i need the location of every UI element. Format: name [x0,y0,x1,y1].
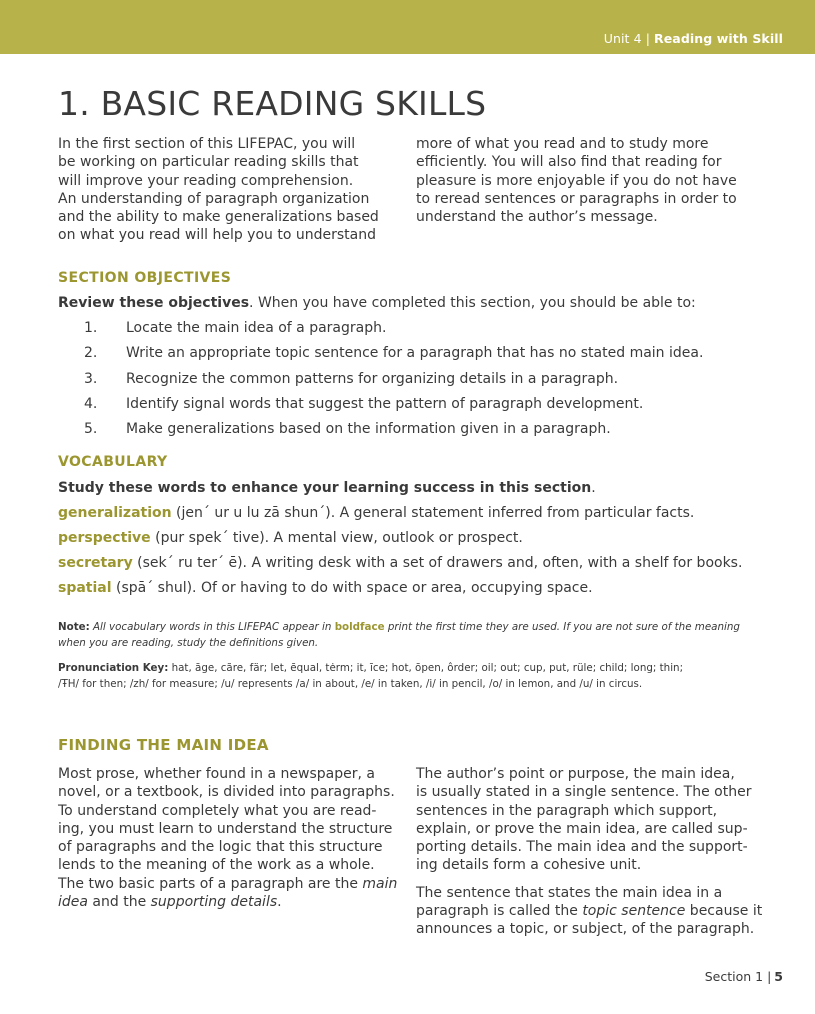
vocabulary-note [58,620,758,651]
page-number: 5 [774,969,783,984]
unit-title: Reading with Skill [654,31,783,46]
body-text: paragraph is called the [416,903,583,920]
body-italic: idea [58,894,88,911]
body-line: The author’s point or purpose, the main idea, [416,766,735,782]
vocab-word: perspective [58,530,151,546]
body-line: novel, or a textbook, is divided into paragraphs. [58,784,395,801]
body-line [416,902,761,920]
objective-number: 2. [84,345,98,362]
body-italic: main [362,875,398,892]
body-line: explain, or prove the main idea, are called sup- [416,820,748,837]
page-title: 1. BASIC READING SKILLS [58,84,487,123]
vocab-entry [58,530,523,546]
intro-line: and the ability to make generalizations based [58,209,379,226]
body-italic: topic sentence [582,903,686,920]
intro-line: In the first section of this LIFEPAC, you will [58,136,356,152]
body-line: To understand completely what you are read- [58,802,377,819]
body-line: ing, you must learn to understand the structure [58,820,393,837]
body-line: sentences in the paragraph which support, [416,802,718,819]
intro-line: efficiently. You will also find that reading for [416,154,722,171]
body-italic: supporting details [150,894,278,911]
intro-line: understand the author’s message. [416,209,658,226]
unit-label: Unit 4 [603,31,642,46]
objective-text: Identify signal words that suggest the pattern of paragraph development. [126,395,644,412]
body-line: porting details. The main idea and the support- [416,839,748,856]
note-text-before: All vocabulary words in this LIFEPAC appear in [89,621,335,633]
vocab-definition: (sek´ ru ter´ ē). A writing desk with a set of drawers and, often, with a shelf for books. [132,555,743,571]
vocabulary-heading: VOCABULARY [58,454,168,470]
body-line: ing details form a cohesive unit. [416,857,642,874]
vocab-entry [58,505,694,521]
note-text-after: print the first time they are used. If you are not sure of the meaning when you are reading, study the definitions given. [58,621,740,649]
intro-line: pleasure is more enjoyable if you do not have [416,172,737,189]
body-line [58,893,400,911]
objective-number: 5. [84,421,98,438]
body-line: lends to the meaning of the work as a whole. [58,857,375,874]
body-line: of paragraphs and the logic that this structure [58,839,383,856]
vocab-word: secretary [58,555,133,571]
intro-line: will improve your reading comprehension. [58,172,354,189]
pronunciation-label: Pronunciation Key: [58,662,169,674]
finding-main-idea-heading: FINDING THE MAIN IDEA [58,736,269,754]
note-label: Note: [58,621,90,633]
objective-text: Recognize the common patterns for organizing details in a paragraph. [126,370,619,387]
running-header [604,31,783,46]
pronunciation-line-1: hat, āge, cãre, fär; let, ēqual, tėrm; it, īce; hot, ōpen, ôrder; oil; out; cup, put, rüle; child; long; thin; [168,662,684,674]
pronunciation-line-2: /ŦH/ for then; /zh/ for measure; /u/ represents /a/ in about, /e/ in taken, /i/ in pencil, /o/ in lemon, and /u/ in circus. [58,677,643,690]
vocab-definition: (pur spek´ tive). A mental view, outlook or prospect. [150,530,523,546]
objective-number: 1. [84,320,98,336]
objective-text: Make generalizations based on the information given in a paragraph. [126,421,611,438]
body-text: and the [87,894,151,911]
intro-line: to reread sentences or paragraphs in order to [416,190,737,207]
vocab-entry [58,555,742,571]
paragraph-gap [416,875,761,884]
vocab-entry [58,580,593,596]
objective-number: 3. [84,370,98,387]
vocabulary-instruction-end: . [591,480,596,496]
intro-line: An understanding of paragraph organization [58,190,370,207]
objectives-intro-bold: Review these objectives [58,295,250,311]
body-line: announces a topic, or subject, of the paragraph. [416,921,755,938]
note-boldface-word: boldface [334,621,385,633]
footer-separator: | [767,969,772,984]
objectives-heading: SECTION OBJECTIVES [58,270,232,286]
objective-text: Locate the main idea of a paragraph. [126,320,387,336]
body-line: The sentence that states the main idea in a [416,884,723,901]
body-line: is usually stated in a single sentence. The other [416,784,752,801]
objective-text: Write an appropriate topic sentence for a paragraph that has no stated main idea. [126,345,704,362]
intro-line: on what you read will help you to understand [58,227,376,244]
header-separator: | [645,31,650,46]
intro-right-column [416,135,761,226]
footer-section: Section 1 [704,969,764,984]
vocabulary-instruction-bold: Study these words to enhance your learning success in this section [58,480,592,496]
objectives-intro-rest: . When you have completed this section, you should be able to: [249,295,696,311]
vocab-definition: (spā´ shul). Of or having to do with space or area, occupying space. [111,580,593,596]
intro-line: be working on particular reading skills that [58,154,359,171]
vocab-word: generalization [58,505,172,521]
body-text: . [277,894,282,911]
vocabulary-instruction [58,480,596,496]
body-line [58,875,400,893]
finding-left-column [58,765,400,911]
objectives-intro [58,295,696,311]
intro-left-column [58,135,398,245]
objective-number: 4. [84,395,98,412]
body-text: because it [685,903,763,920]
intro-line: more of what you read and to study more [416,136,709,152]
vocab-word: spatial [58,580,112,596]
finding-right-column [416,765,761,939]
body-text: The two basic parts of a paragraph are the [58,875,363,892]
page-footer [705,969,783,984]
body-line: Most prose, whether found in a newspaper, a [58,766,375,782]
vocab-definition: (jen´ ur u lu zā shun´). A general statement inferred from particular facts. [171,505,695,521]
pronunciation-key [58,661,758,692]
